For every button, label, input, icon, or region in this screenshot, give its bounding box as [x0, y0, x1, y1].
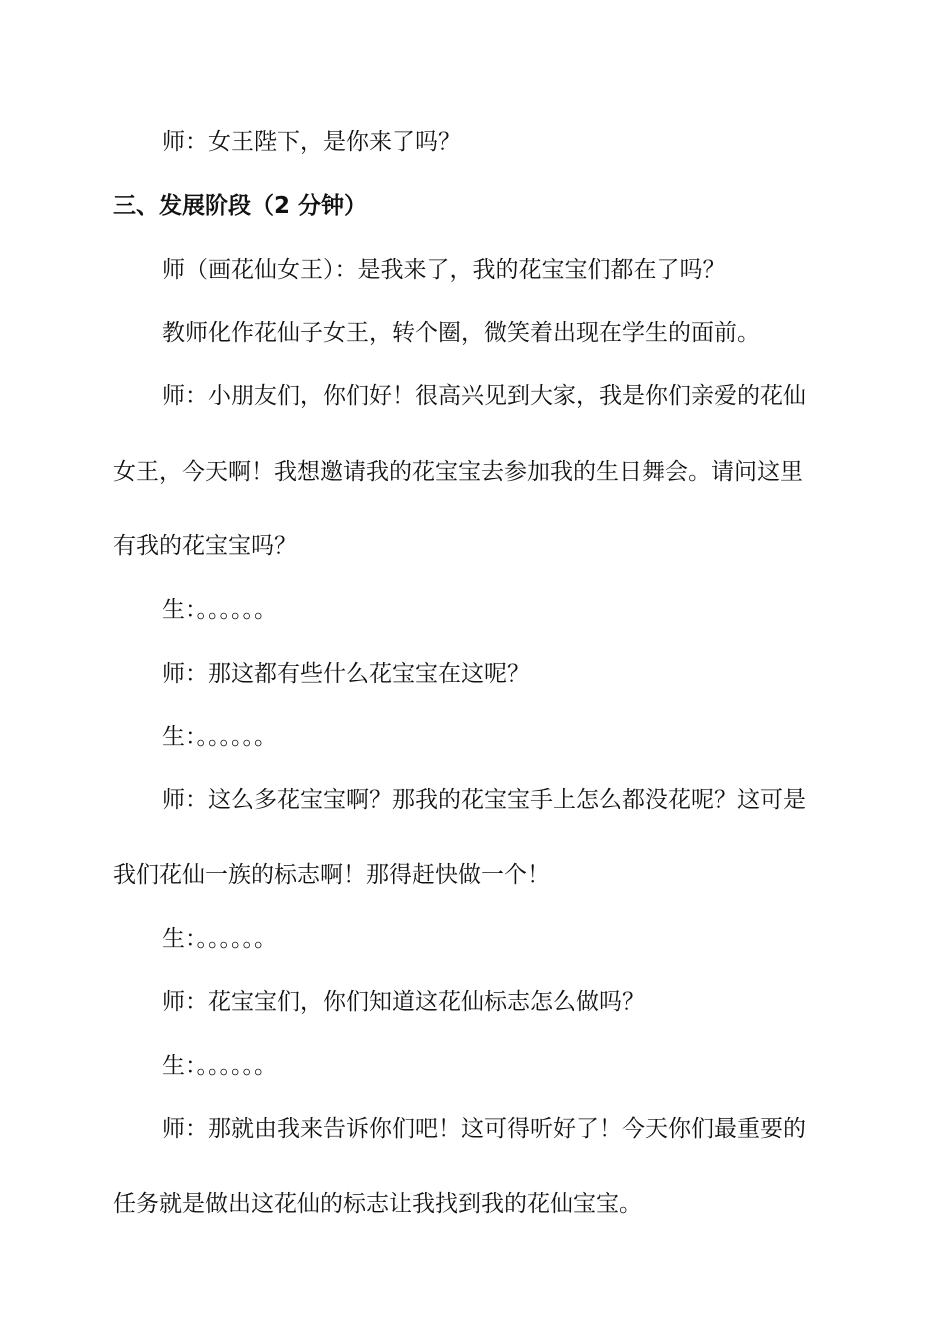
dialogue-line: 师：小朋友们，你们好！很高兴见到大家，我是你们亲爱的花仙 — [162, 383, 806, 409]
dialogue-line: 师：那就由我来告诉你们吧！这可得听好了！今天你们最重要的 — [162, 1116, 806, 1142]
student-response: 生：。。。。。。 — [162, 724, 277, 750]
student-response: 生：。。。。。。 — [162, 1053, 277, 1079]
dialogue-line-continued: 女王，今天啊！我想邀请我的花宝宝去参加我的生日舞会。请问这里 — [113, 459, 803, 485]
dialogue-line-continued: 我们花仙一族的标志啊！那得赶快做一个！ — [113, 862, 550, 888]
dialogue-line: 师：那这都有些什么花宝宝在这呢？ — [162, 661, 530, 687]
dialogue-line: 师：女王陛下，是你来了吗？ — [162, 129, 461, 155]
dialogue-line-continued: 任务就是做出这花仙的标志让我找到我的花仙宝宝。 — [113, 1191, 642, 1217]
dialogue-line-continued: 有我的花宝宝吗？ — [113, 533, 297, 559]
section-heading: 三、发展阶段（2 分钟） — [113, 193, 368, 219]
dialogue-line: 师（画花仙女王）：是我来了，我的花宝宝们都在了吗？ — [162, 257, 726, 283]
dialogue-line: 师：花宝宝们，你们知道这花仙标志怎么做吗？ — [162, 989, 645, 1015]
dialogue-line: 师：这么多花宝宝啊？那我的花宝宝手上怎么都没花呢？这可是 — [162, 787, 806, 813]
student-response: 生：。。。。。。 — [162, 597, 277, 623]
student-response: 生：。。。。。。 — [162, 926, 277, 952]
narration-line: 教师化作花仙子女王，转个圈，微笑着出现在学生的面前。 — [162, 320, 760, 346]
